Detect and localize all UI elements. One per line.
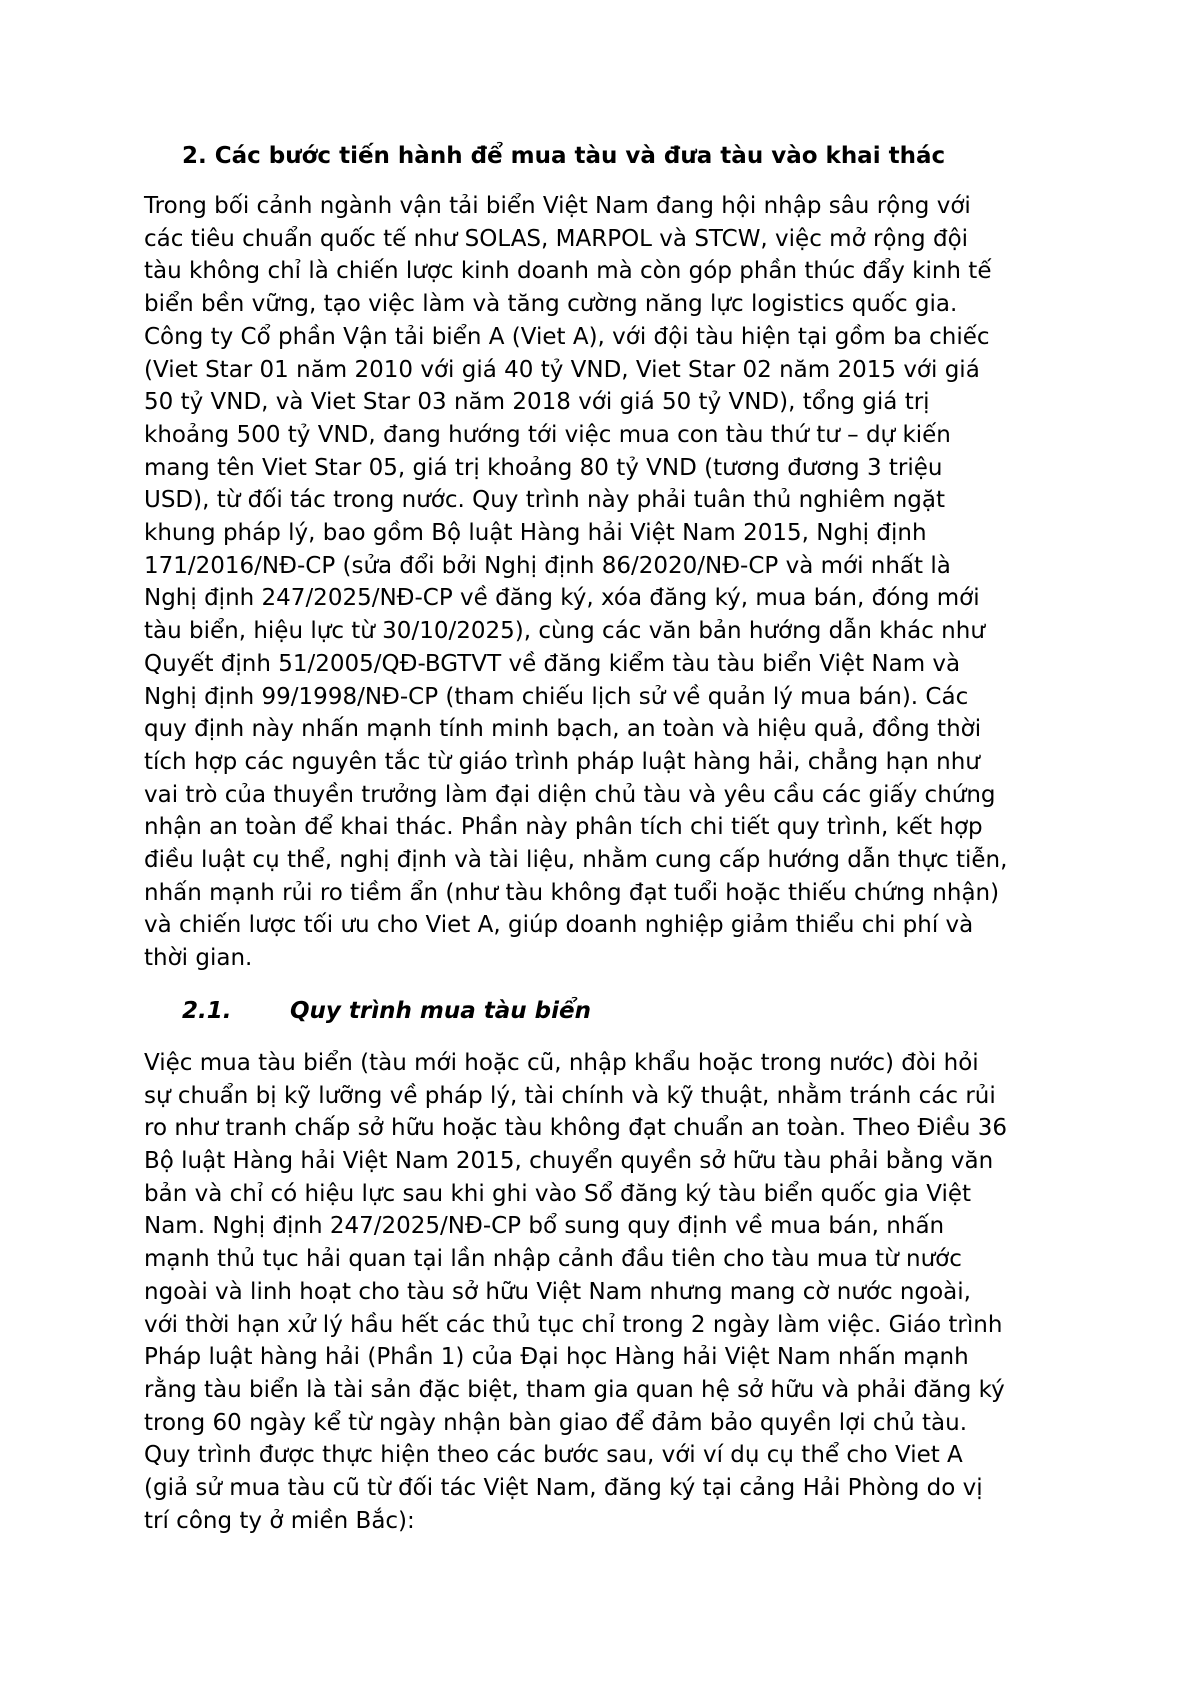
section-heading: 2. Các bước tiến hành để mua tàu và đưa tàu vào khai thác [182,143,946,169]
section-paragraph: Trong bối cảnh ngành vận tải biển Việt Nam đang hội nhập sâu rộng với các tiêu chuẩn quốc tế như SOLAS, MARPOL và STCW, việc mở rộng đội tàu không chỉ là chiến lược kinh doanh mà còn góp phần thúc đẩy kinh tế biển bền vững, tạo việc làm và tăng cường năng lực logistics quốc gia. Công ty Cổ phần Vận tải biển A (Viet A), với đội tàu hiện tại gồm ba chiếc (Viet Star 01 năm 2010 với giá 40 tỷ VND, Viet Star 02 năm 2015 với giá 50 tỷ VND, và Viet Star 03 năm 2018 với giá 50 tỷ VND), tổng giá trị khoảng 500 tỷ VND, đang hướng tới việc mua con tàu thứ tư – dự kiến mang tên Viet Star 05, giá trị khoảng 80 tỷ VND (tương đương 3 triệu USD), từ đối tác trong nước. Quy trình này phải tuân thủ nghiêm ngặt khung pháp lý, bao gồm Bộ luật Hàng hải Việt Nam 2015, Nghị định 171/2016/NĐ-CP (sửa đổi bởi Nghị định 86/2020/NĐ-CP và mới nhất là Nghị định 247/2025/NĐ-CP về đăng ký, xóa đăng ký, mua bán, đóng mới tàu biển, hiệu lực từ 30/10/2025), cùng các văn bản hướng dẫn khác như Quyết định 51/2005/QĐ-BGTVT về đăng kiểm tàu tàu biển Việt Nam và Nghị định 99/1998/NĐ-CP (tham chiếu lịch sử về quản lý mua bán). Các quy định này nhấn mạnh tính minh bạch, an toàn và hiệu quả, đồng thời tích hợp các nguyên tắc từ giáo trình pháp luật hàng hải, chẳng hạn như vai trò của thuyền trưởng làm đại diện chủ tàu và yêu cầu các giấy chứng nhận an toàn để khai thác. Phần này phân tích chi tiết quy trình, kết hợp điều luật cụ thể, nghị định và tài liệu, nhằm cung cấp hướng dẫn thực tiễn, nhấn mạnh rủi ro tiềm ẩn (như tàu không đạt tuổi hoặc thiếu chứng nhận) và chiến lược tối ưu cho Viet A, giúp doanh nghiệp giảm thiểu chi phí và thời gian. [144,193,1008,972]
subsection-heading [182,995,1074,1027]
document-page [144,140,1074,1537]
subsection-number: 2.1. [182,997,232,1024]
subsection-title: Quy trình mua tàu biển [290,997,591,1024]
subsection-paragraph: Việc mua tàu biển (tàu mới hoặc cũ, nhập khẩu hoặc trong nước) đòi hỏi sự chuẩn bị kỹ lưỡng về pháp lý, tài chính và kỹ thuật, nhằm tránh các rủi ro như tranh chấp sở hữu hoặc tàu không đạt chuẩn an toàn. Theo Điều 36 Bộ luật Hàng hải Việt Nam 2015, chuyển quyền sở hữu tàu phải bằng văn bản và chỉ có hiệu lực sau khi ghi vào Sổ đăng ký tàu biển quốc gia Việt Nam. Nghị định 247/2025/NĐ-CP bổ sung quy định về mua bán, nhấn mạnh thủ tục hải quan tại lần nhập cảnh đầu tiên cho tàu mua từ nước ngoài và linh hoạt cho tàu sở hữu Việt Nam nhưng mang cờ nước ngoài, với thời hạn xử lý hầu hết các thủ tục chỉ trong 2 ngày làm việc. Giáo trình Pháp luật hàng hải (Phần 1) của Đại học Hàng hải Việt Nam nhấn mạnh rằng tàu biển là tài sản đặc biệt, tham gia quan hệ sở hữu và phải đăng ký trong 60 ngày kể từ ngày nhận bàn giao để đảm bảo quyền lợi chủ tàu. Quy trình được thực hiện theo các bước sau, với ví dụ cụ thể cho Viet A (giả sử mua tàu cũ từ đối tác Việt Nam, đăng ký tại cảng Hải Phòng do vị trí công ty ở miền Bắc): [144,1049,1008,1534]
